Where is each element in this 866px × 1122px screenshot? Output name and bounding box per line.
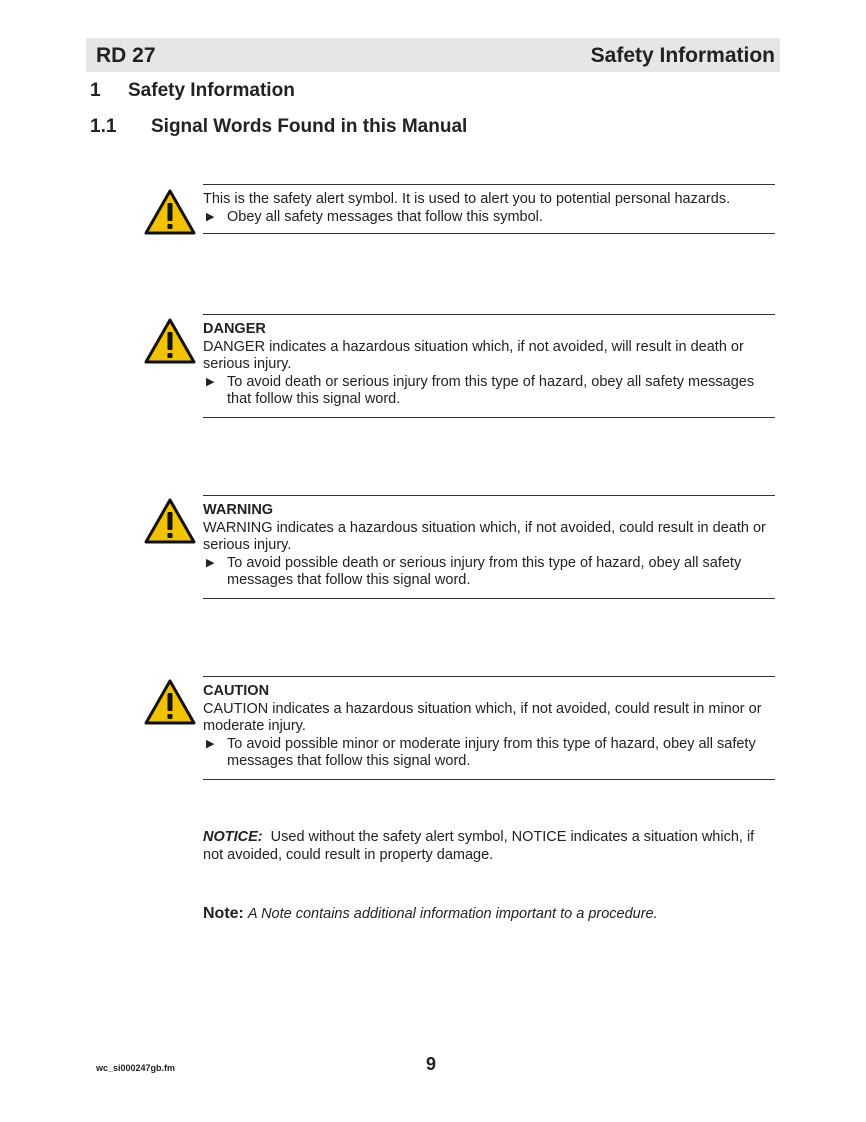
notice-paragraph: [203, 829, 763, 864]
danger-bullet-text: To avoid death or serious injury from this type of hazard, obey all safety messages that follow this signal word.: [227, 373, 755, 407]
alert-bullet-text: Obey all safety messages that follow this symbol.: [227, 208, 543, 225]
danger-block: [203, 314, 775, 418]
page-number: 9: [426, 1054, 437, 1074]
caution-bullet: [203, 736, 775, 771]
section-title: Safety Information: [128, 80, 295, 101]
danger-title: DANGER: [203, 321, 266, 337]
safety-alert-block: [203, 184, 775, 234]
alert-description: This is the safety alert symbol. It is used to alert you to potential personal hazards.: [203, 191, 731, 207]
subsection-heading: [90, 116, 467, 138]
warning-triangle-icon: [144, 679, 196, 725]
subsection-title: Signal Words Found in this Manual: [151, 116, 468, 137]
note-paragraph: [203, 905, 763, 923]
header-model: RD 27: [96, 44, 156, 67]
triangle-right-icon: ▶: [206, 737, 215, 750]
warning-triangle-icon: [144, 189, 196, 235]
caution-title: CAUTION: [203, 683, 270, 699]
section-heading: [90, 80, 295, 102]
note-label: Note:: [203, 905, 244, 922]
page-header: [86, 38, 780, 72]
warning-bullet: [203, 555, 775, 590]
danger-bullet: [203, 374, 775, 409]
notice-label: NOTICE:: [203, 829, 263, 845]
alert-bullet: [203, 209, 775, 227]
danger-description: DANGER indicates a hazardous situation which, if not avoided, will result in death or serious injury.: [203, 338, 744, 372]
warning-triangle-icon: [144, 498, 196, 544]
triangle-right-icon: ▶: [206, 556, 215, 569]
section-number: 1: [90, 80, 101, 101]
warning-bullet-text: To avoid possible death or serious injury from this type of hazard, obey all safety messages that follow this signal word.: [227, 554, 742, 588]
warning-block: [203, 495, 775, 599]
notice-text: Used without the safety alert symbol, NOTICE indicates a situation which, if not avoided, could result in property damage.: [203, 829, 755, 863]
caution-block: [203, 676, 775, 780]
warning-triangle-icon: [144, 318, 196, 364]
subsection-number: 1.1: [90, 116, 117, 137]
caution-bullet-text: To avoid possible minor or moderate injury from this type of hazard, obey all safety messages that follow this signal word.: [227, 735, 756, 769]
triangle-right-icon: ▶: [206, 210, 215, 223]
warning-description: WARNING indicates a hazardous situation which, if not avoided, could result in death or serious injury.: [203, 519, 766, 553]
note-text: A Note contains additional information important to a procedure.: [247, 906, 658, 922]
header-chapter: Safety Information: [590, 44, 775, 67]
triangle-right-icon: ▶: [206, 375, 215, 388]
warning-title: WARNING: [203, 502, 274, 518]
caution-description: CAUTION indicates a hazardous situation which, if not avoided, could result in minor or moderate injury.: [203, 700, 762, 734]
footer-filename: wc_si000247gb.fm: [96, 1063, 176, 1073]
